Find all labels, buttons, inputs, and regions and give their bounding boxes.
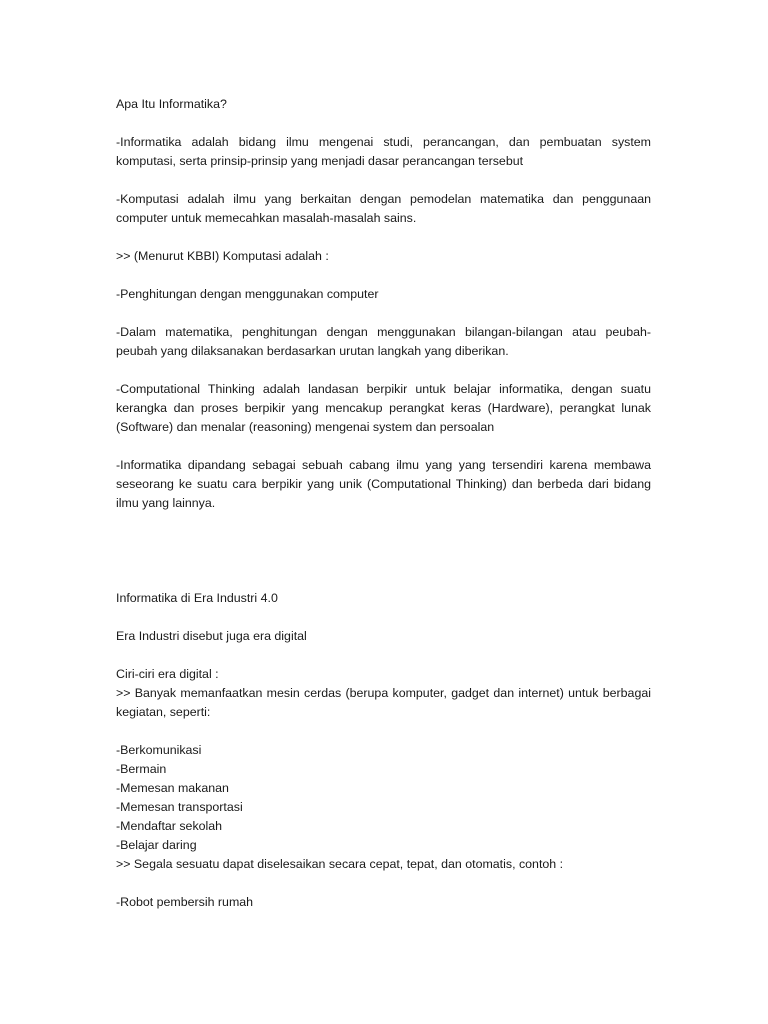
list-item: -Memesan transportasi: [116, 800, 243, 814]
section1-paragraph-3: >> (Menurut KBBI) Komputasi adalah :: [116, 249, 329, 263]
section2-paragraph-1: Era Industri disebut juga era digital: [116, 629, 307, 643]
list-item: -Belajar daring: [116, 838, 197, 852]
section1-paragraph-4: -Penghitungan dengan menggunakan computer: [116, 287, 379, 301]
document-body: [116, 95, 651, 912]
section2-paragraph-4: >> Segala sesuatu dapat diselesaikan secara cepat, tepat, dan otomatis, contoh :: [116, 857, 564, 871]
list-item: -Bermain: [116, 762, 167, 776]
section1-paragraph-1: -Informatika adalah bidang ilmu mengenai studi, perancangan, dan pembuatan system komputasi, serta prinsip-prinsip yang menjadi dasar perancangan tersebut: [116, 135, 651, 168]
section1-paragraph-6: -Computational Thinking adalah landasan berpikir untuk belajar informatika, dengan suatu kerangka dan proses berpikir yang mencakup perangkat keras (Hardware), perangkat lunak (Software) dan menalar (reasoning) mengenai system dan persoalan: [116, 382, 651, 434]
section1-paragraph-2: -Komputasi adalah ilmu yang berkaitan dengan pemodelan matematika dan penggunaan computer untuk memecahkan masalah-masalah sains.: [116, 192, 651, 225]
list-item: -Mendaftar sekolah: [116, 819, 223, 833]
section2-paragraph-3: >> Banyak memanfaatkan mesin cerdas (berupa komputer, gadget dan internet) untuk berbagai kegiatan, seperti:: [116, 686, 651, 719]
section1-paragraph-7: -Informatika dipandang sebagai sebuah cabang ilmu yang yang tersendiri karena membawa seseorang ke suatu cara berpikir yang unik (Computational Thinking) dan berbeda dari bidang ilmu yang lainnya.: [116, 458, 651, 510]
section2-paragraph-5: -Robot pembersih rumah: [116, 895, 254, 909]
section1-title: Apa Itu Informatika?: [116, 97, 227, 111]
section2-title: Informatika di Era Industri 4.0: [116, 591, 278, 605]
list-item: -Memesan makanan: [116, 781, 229, 795]
list-item: -Berkomunikasi: [116, 743, 202, 757]
section2-paragraph-2: Ciri-ciri era digital :: [116, 667, 219, 681]
section1-paragraph-5: -Dalam matematika, penghitungan dengan menggunakan bilangan-bilangan atau peubah-peubah yang dilaksanakan berdasarkan urutan langkah yang diberikan.: [116, 325, 651, 358]
